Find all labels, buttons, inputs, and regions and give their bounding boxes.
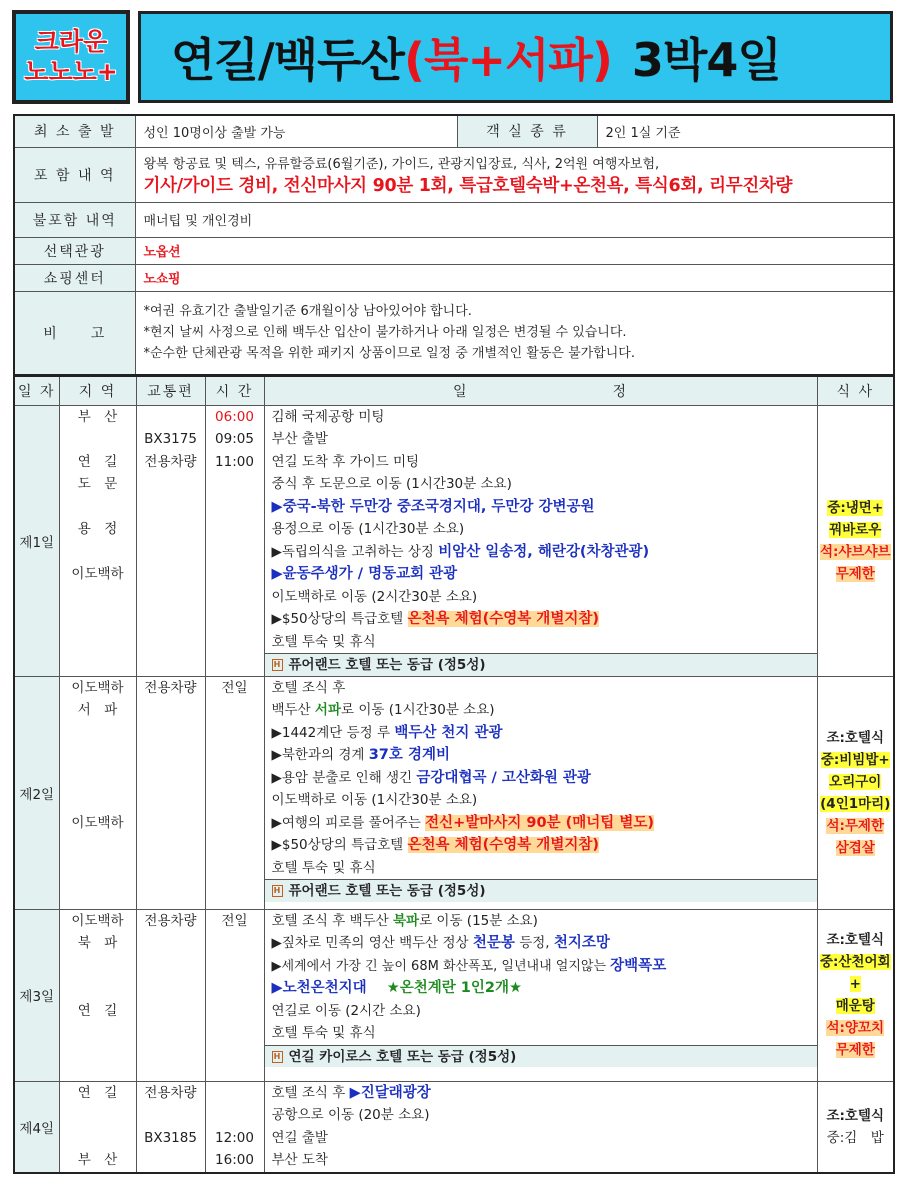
region: 이도백하 [71, 814, 124, 831]
logo-line2: 노노노+ [24, 57, 118, 86]
schedule-line [265, 977, 817, 1000]
hotel-line [265, 1045, 817, 1068]
hotel-icon: H [272, 885, 283, 897]
schedule-highlight: ▶노천온천지대 [271, 980, 367, 996]
region [60, 541, 136, 564]
transport [137, 1149, 205, 1172]
meal-lunch: 매운탕 [835, 998, 875, 1014]
header-time: 시 간 [205, 376, 264, 405]
remarks-label: 비 고 [14, 291, 135, 375]
optional-value: 노옵션 [135, 237, 894, 264]
region: 부 산 [77, 408, 118, 425]
region [60, 955, 136, 978]
remark-3: *순수한 단체관광 목적을 위한 패키지 상품이므로 일정 중 개별적인 활동은 불가합니다. [143, 346, 635, 362]
schedule-highlight: 온천욕 체험(수영복 개별지참) [407, 837, 599, 853]
region: 도 문 [77, 476, 118, 492]
schedule-highlight: ★온천계란 1인2개★ [386, 980, 522, 996]
info-table [13, 114, 895, 376]
schedule-line: 중식 후 도문으로 이동 (1시간30분 소요) [271, 476, 512, 492]
hotel-name: 퓨어랜드 호텔 또는 동급 (정5성) [288, 657, 486, 673]
schedule-highlight: 서파 [314, 702, 342, 718]
schedule-highlight: 천문봉 [472, 935, 515, 951]
header-meal: 식 사 [817, 376, 894, 405]
schedule-line [265, 932, 817, 955]
meal-lunch: 중:김 밥 [826, 1129, 884, 1146]
schedule-text: 호텔 조식 후 [271, 1084, 350, 1101]
schedule-text: ▶용암 분출로 인해 생긴 [271, 769, 417, 786]
schedule-text: ▶1442계단 등정 루 [271, 724, 395, 741]
schedule-line: ▶중국-북한 두만강 중조국경지대, 두만강 강변공원 [271, 498, 595, 515]
meal-breakfast: 조:호텔식 [826, 1107, 885, 1124]
schedule-line: 호텔 조식 후 [271, 679, 346, 696]
region [60, 1127, 136, 1150]
day-label: 제4일 [14, 1081, 59, 1173]
region-cell [59, 1081, 136, 1173]
schedule-line: 용정으로 이동 (1시간30분 소요) [271, 521, 465, 537]
region [60, 496, 136, 519]
schedule-line: 부산 출발 [271, 431, 328, 447]
meal-breakfast: 조:호텔식 [826, 932, 885, 948]
schedule-line [265, 744, 817, 767]
schedule-highlight: 백두산 천지 관광 [394, 724, 503, 741]
hotel-line [265, 879, 817, 902]
transport: BX3175 [144, 431, 197, 447]
schedule-line: 연길 출발 [271, 1129, 328, 1146]
region [60, 767, 136, 790]
schedule-text: 로 이동 (15분 소요) [419, 912, 538, 929]
schedule-line [265, 608, 817, 631]
meal-lunch: 꿔바로우 [829, 521, 882, 538]
day-row-3 [14, 909, 894, 1081]
meal-cell [817, 676, 894, 909]
meal-lunch: 중:비빔밥+ [820, 751, 890, 768]
meal-dinner: 석:무제한 [826, 817, 885, 834]
schedule-line [265, 541, 817, 564]
schedule-text: 호텔 조식 후 백두산 [271, 912, 393, 929]
meal-cell [817, 1081, 894, 1173]
shopping-value: 노쇼핑 [135, 264, 894, 291]
time-cell [205, 405, 264, 676]
region: 연 길 [77, 453, 118, 470]
remarks-value [135, 291, 894, 375]
region: 이도백하 [71, 566, 124, 582]
time-cell [205, 1081, 264, 1173]
transport-cell [136, 1081, 205, 1173]
time: 06:00 [215, 408, 254, 425]
hotel-icon: H [272, 1051, 283, 1063]
schedule-cell [264, 405, 817, 676]
schedule-text: ▶독립의식을 고취하는 상징 [271, 543, 439, 560]
logo-line1: 크라운 [34, 27, 108, 56]
brand-logo [13, 11, 129, 103]
schedule-text: ▶세계에서 가장 긴 높이 68M 화산폭포, 일년내내 얼지않는 [271, 958, 611, 974]
time-cell [205, 909, 264, 1081]
meal-dinner: 무제한 [835, 1042, 875, 1058]
day-label: 제1일 [14, 405, 59, 676]
meal-dinner: 삼겹살 [835, 839, 875, 856]
time: 11:00 [215, 453, 254, 470]
itinerary-table [13, 375, 895, 1174]
transport: 전용차량 [144, 453, 197, 470]
region: 부 산 [77, 1152, 118, 1168]
time: 전일 [221, 912, 248, 929]
meal-cell [817, 405, 894, 676]
schedule-text: 백두산 [271, 702, 315, 718]
meal-lunch: (4인1마리) [820, 795, 891, 812]
time-cell [205, 676, 264, 909]
schedule-text: ▶짚차로 민족의 영산 백두산 정상 [271, 935, 473, 951]
schedule-line: 이도백하로 이동 (2시간30분 소요) [271, 588, 478, 605]
region-cell [59, 909, 136, 1081]
time [206, 1104, 264, 1127]
room-type-label: 객 실 종 류 [457, 115, 597, 147]
schedule-line: 호텔 투숙 및 휴식 [271, 1025, 376, 1041]
hotel-line [265, 653, 817, 676]
transport [137, 406, 205, 429]
header-transport: 교통편 [136, 376, 205, 405]
transport-cell [136, 909, 205, 1081]
schedule-highlight: 비암산 일송정, 해란강(차창관광) [438, 543, 650, 560]
meal-dinner: 무제한 [835, 565, 875, 582]
time: 12:00 [215, 1129, 254, 1146]
region: 연 길 [77, 1084, 118, 1101]
schedule-text: ▶여행의 피로를 풀어주는 [271, 814, 426, 831]
page-title [138, 11, 893, 103]
includes-line2: 기사/가이드 경비, 전신마사지 90분 1회, 특급호텔숙박+온천욕, 특식6회, 리무진차량 [143, 175, 793, 196]
region [60, 722, 136, 745]
region-cell [59, 676, 136, 909]
region [60, 1104, 136, 1127]
remark-1: *여권 유효기간 출발일기준 6개월이상 남아있어야 합니다. [143, 304, 472, 320]
schedule-text: ▶$50상당의 특급호텔 [271, 837, 408, 853]
transport-cell [136, 405, 205, 676]
day-row-1 [14, 405, 894, 676]
meal-lunch: 중:냉면+ [827, 499, 884, 516]
schedule-line: 부산 도착 [271, 1152, 328, 1168]
schedule-line [265, 812, 817, 835]
schedule-line: 호텔 투숙 및 휴식 [271, 859, 376, 876]
excludes-label: 불포함 내역 [14, 202, 135, 237]
room-type-value: 2인 1실 기준 [597, 115, 894, 147]
title-duration: 3박4일 [631, 33, 781, 87]
day-label: 제2일 [14, 676, 59, 909]
schedule-highlight: 온천욕 체험(수영복 개별지참) [407, 611, 599, 627]
region [60, 428, 136, 451]
transport: 전용차량 [144, 912, 197, 929]
region: 용 정 [77, 521, 118, 537]
schedule-line: ▶윤동주생가 / 명동교회 관광 [271, 566, 458, 582]
meal-breakfast: 조:호텔식 [826, 729, 885, 746]
schedule-cell [264, 676, 817, 909]
region: 서 파 [77, 702, 118, 718]
schedule-line [265, 699, 817, 722]
meal-lunch: 오리구이 [829, 773, 882, 790]
schedule-highlight: 금강대협곡 / 고산화원 관광 [416, 769, 591, 786]
hotel-name: 퓨어랜드 호텔 또는 동급 (정5성) [288, 883, 486, 899]
schedule-highlight: 전신+발마사지 90분 (매너팁 별도) [425, 814, 654, 831]
shopping-label: 쇼핑센터 [14, 264, 135, 291]
region: 이도백하 [71, 679, 124, 696]
time: 전일 [221, 679, 248, 696]
min-departure-value: 성인 10명이상 출발 가능 [135, 115, 457, 147]
day-row-2 [14, 676, 894, 909]
meal-lunch: 중:산천어회+ [819, 954, 891, 992]
includes-line1: 왕복 항공료 및 텍스, 유류할증료(6월기준), 가이드, 관광지입장료, 식사, 2억원 여행자보험, [143, 156, 660, 172]
region: 이도백하 [71, 912, 124, 929]
schedule-line [265, 910, 817, 933]
schedule-highlight: 북파 [393, 912, 420, 929]
schedule-cell [264, 909, 817, 1081]
schedule-text: 등정, [514, 935, 554, 951]
hotel-icon: H [272, 659, 283, 671]
title-sub: (북+서파) [403, 33, 612, 87]
header-region: 지 역 [59, 376, 136, 405]
schedule-line: 이도백하로 이동 (1시간30분 소요) [271, 792, 478, 808]
transport: 전용차량 [144, 679, 197, 696]
schedule-line [265, 1082, 817, 1105]
transport: 전용차량 [144, 1084, 197, 1101]
schedule-line [265, 722, 817, 745]
time [206, 1082, 264, 1105]
transport: BX3185 [144, 1129, 197, 1146]
transport [137, 1104, 205, 1127]
region-cell [59, 405, 136, 676]
schedule-text: ▶북한과의 경계 [271, 747, 369, 763]
remark-2: *현지 날씨 사정으로 인해 백두산 입산이 불가하거나 아래 일정은 변경될 수 있습니다. [143, 325, 627, 341]
region: 연 길 [77, 1002, 118, 1019]
schedule-line: 김해 국제공항 미팅 [271, 408, 385, 425]
region [60, 744, 136, 767]
optional-label: 선택관광 [14, 237, 135, 264]
region: 북 파 [77, 935, 118, 951]
schedule-cell [264, 1081, 817, 1173]
schedule-highlight: 37호 경계비 [368, 747, 450, 763]
header-day: 일 자 [14, 376, 59, 405]
header-schedule: 일 정 [264, 376, 817, 405]
region [60, 789, 136, 812]
schedule-line: 호텔 투숙 및 휴식 [271, 633, 376, 650]
title-main: 연길/백두산 [171, 33, 404, 87]
meal-dinner: 석:양꼬치 [826, 1020, 885, 1036]
meal-cell [817, 909, 894, 1081]
excludes-value: 매너팁 및 개인경비 [135, 202, 894, 237]
transport-cell [136, 676, 205, 909]
schedule-highlight: 장백폭포 [610, 957, 667, 974]
time: 16:00 [215, 1152, 254, 1168]
schedule-line: 연길로 이동 (2시간 소요) [271, 1002, 421, 1019]
region [60, 977, 136, 1000]
schedule-text: 로 이동 (1시간30분 소요) [341, 702, 495, 718]
schedule-line [265, 834, 817, 857]
schedule-text: ▶$50상당의 특급호텔 [271, 611, 408, 627]
schedule-line: 공항으로 이동 (20분 소요) [271, 1107, 430, 1123]
schedule-line [265, 767, 817, 790]
time: 09:05 [215, 431, 254, 447]
schedule-highlight: 천지조망 [553, 935, 610, 951]
hotel-name: 연길 카이로스 호텔 또는 동급 (정5성) [288, 1048, 517, 1065]
day-label: 제3일 [14, 909, 59, 1081]
includes-label: 포 함 내 역 [14, 147, 135, 202]
schedule-line [265, 955, 817, 978]
meal-dinner: 석:샤브샤브 [819, 543, 891, 560]
schedule-highlight: ▶진달래광장 [349, 1084, 431, 1101]
includes-value [135, 147, 894, 202]
min-departure-label: 최 소 출 발 [14, 115, 135, 147]
schedule-line: 연길 도착 후 가이드 미팅 [271, 453, 420, 470]
day-row-4 [14, 1081, 894, 1173]
